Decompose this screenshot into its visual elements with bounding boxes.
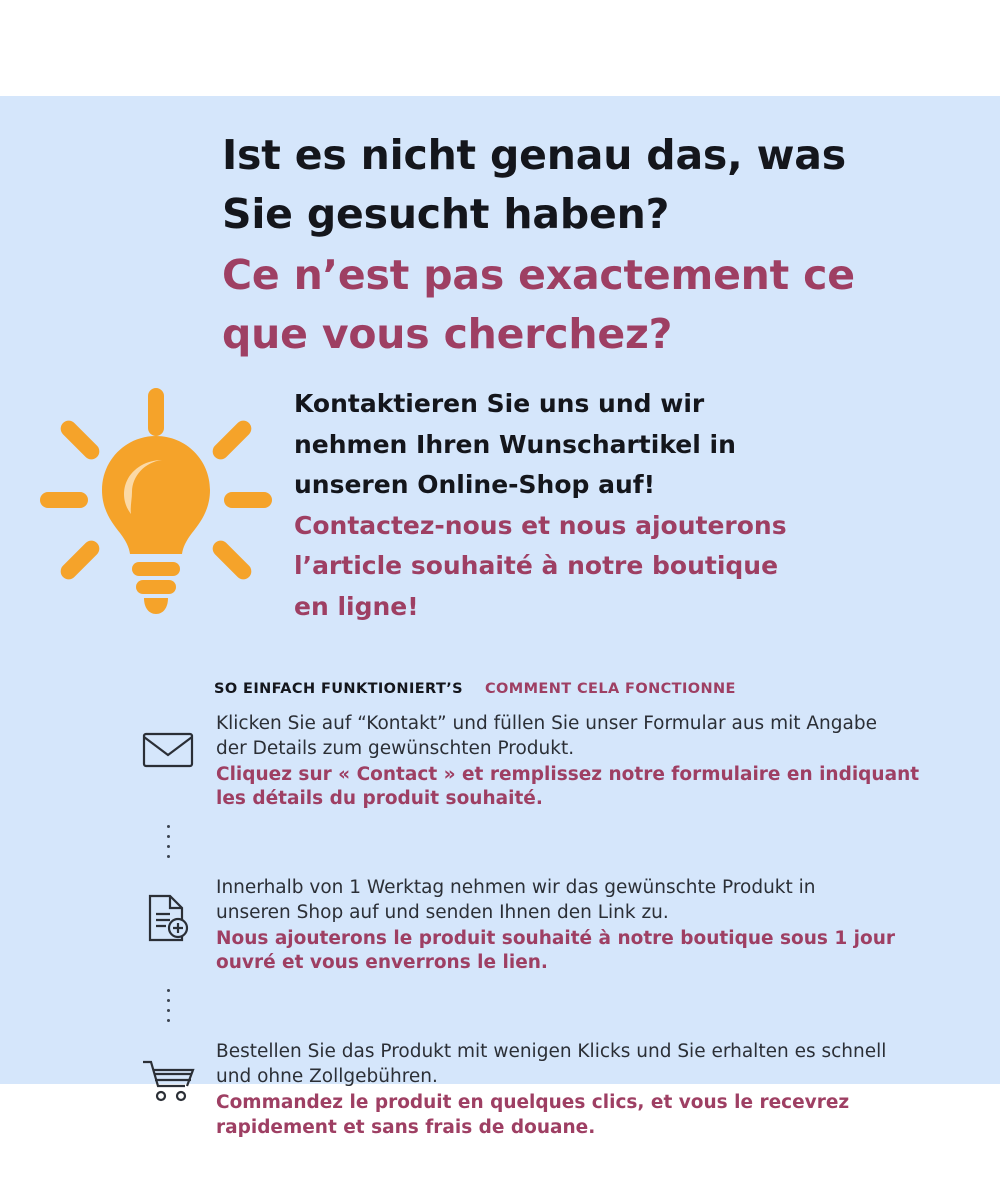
headline-german-line2: Sie gesucht haben? <box>222 190 670 239</box>
step-french-line1: Cliquez sur « Contact » et remplissez notre formulaire en indiquant <box>216 763 920 785</box>
subtext-german-line2: nehmen Ihren Wunschartikel in <box>294 429 736 459</box>
subtext-french-line2: l’article souhaité à notre boutique <box>294 551 779 580</box>
step-item <box>120 870 950 976</box>
headline-german-line1: Ist es nicht genau das, was <box>222 131 846 179</box>
subtext-french-line1: Contactez-nous et nous ajouterons <box>294 510 787 540</box>
step-french-line1: Nous ajouterons le produit souhaité à notre boutique sous 1 jour <box>216 927 895 949</box>
lightbulb-icon <box>36 380 276 630</box>
step-french-line2: les détails du produit souhaité. <box>216 788 543 810</box>
howto-heading-german: SO EINFACH FUNKTIONIERT’S <box>214 681 463 697</box>
howto-heading <box>214 681 736 697</box>
subtext-german <box>294 384 914 506</box>
step-german-line1: Bestellen Sie das Produkt mit wenigen Klicks und Sie erhalten es schnell <box>216 1041 887 1063</box>
document-add-icon <box>120 870 216 942</box>
subtext-german-line1: Kontaktieren Sie uns und wir <box>294 389 705 418</box>
step-item <box>120 706 950 812</box>
headline-french-line2: que vous cherchez? <box>222 310 673 359</box>
step-german <box>216 876 950 926</box>
step-connector-dots <box>120 812 216 870</box>
steps-list <box>120 706 950 1140</box>
subtext-german-line3: unseren Online-Shop auf! <box>294 470 656 499</box>
step-german-line2: der Details zum gewünschten Produkt. <box>216 737 575 759</box>
howto-heading-french: COMMENT CELA FONCTIONNE <box>485 681 736 697</box>
subtext-block <box>294 384 914 627</box>
step-german <box>216 712 950 762</box>
step-text <box>216 1034 950 1140</box>
step-french-line2: ouvré et vous enverrons le lien. <box>216 952 548 974</box>
step-connector-dots <box>120 976 216 1034</box>
step-text <box>216 706 950 812</box>
subtext-french-line3: en ligne! <box>294 591 419 621</box>
headline-block <box>222 126 922 364</box>
step-french <box>216 1091 950 1141</box>
subtext-french <box>294 506 914 628</box>
step-french <box>216 763 950 813</box>
step-german <box>216 1040 950 1090</box>
headline-french <box>222 246 922 364</box>
step-french <box>216 927 950 977</box>
step-french-line2: rapidement et sans frais de douane. <box>216 1116 596 1138</box>
step-german-line2: unseren Shop auf und senden Ihnen den Link zu. <box>216 901 669 923</box>
step-item <box>120 1034 950 1140</box>
step-german-line1: Klicken Sie auf “Kontakt” und füllen Sie unser Formular aus mit Angabe <box>216 713 877 734</box>
step-french-line1: Commandez le produit en quelques clics, et vous le recevrez <box>216 1091 850 1113</box>
shopping-cart-icon <box>120 1034 216 1102</box>
headline-french-line1: Ce n’est pas exactement ce <box>222 251 855 300</box>
step-german-line1: Innerhalb von 1 Werktag nehmen wir das gewünschte Produkt in <box>216 877 816 899</box>
step-german-line2: und ohne Zollgebühren. <box>216 1066 438 1088</box>
envelope-icon <box>120 706 216 770</box>
step-text <box>216 870 950 976</box>
headline-german <box>222 126 922 244</box>
